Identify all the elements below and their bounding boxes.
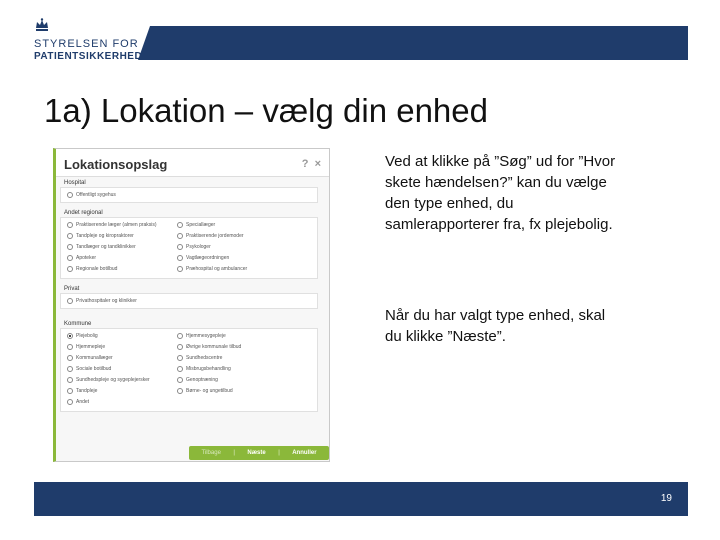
location-dialog — [53, 148, 330, 462]
footer-separator: | — [233, 450, 235, 456]
footer-separator: | — [278, 450, 280, 456]
page-number: 19 — [660, 493, 672, 504]
option-radio[interactable]: Genoptræning — [177, 377, 218, 383]
logo-line-1: STYRELSEN FOR — [34, 38, 139, 50]
option-radio[interactable]: Misbrugsbehandling — [177, 366, 231, 372]
option-radio[interactable]: Andet — [67, 399, 89, 405]
option-radio[interactable]: Kommunallæger — [67, 355, 113, 361]
logo — [30, 18, 150, 64]
dialog-footer — [189, 446, 329, 460]
option-radio[interactable]: Plejebolig — [67, 333, 98, 339]
back-button[interactable]: Tilbage — [201, 450, 221, 456]
group-label-regional: Andet regional — [64, 210, 103, 216]
group-label-private: Privat — [64, 286, 80, 292]
group-label-municipality: Kommune — [64, 321, 92, 327]
option-radio[interactable]: Sociale botilbud — [67, 366, 111, 372]
option-radio[interactable]: Praktiserende læger (almen praksis) — [67, 222, 157, 228]
option-radio[interactable]: Regionale botilbud — [67, 266, 117, 272]
option-radio[interactable]: Sundhedscentre — [177, 355, 222, 361]
group-label-hospital: Hospital — [64, 180, 86, 186]
instruction-paragraph-1: Ved at klikke på ”Søg” ud for ”Hvor skete hændelsen?” kan du vælge den type enhed, du samlerapporterer fra, fx plejebolig. — [385, 153, 616, 233]
option-radio[interactable]: Apoteker — [67, 255, 96, 261]
option-radio[interactable]: Tandpleje — [67, 388, 97, 394]
group-municipality — [60, 328, 318, 412]
group-hospital — [60, 187, 318, 203]
footer-band — [34, 482, 688, 516]
header-band — [150, 26, 688, 60]
option-radio[interactable]: Sundhedspleje og sygeplejersker — [67, 377, 150, 383]
option-radio[interactable]: Børne- og ungetilbud — [177, 388, 233, 394]
option-radio[interactable]: Speciallæger — [177, 222, 215, 228]
slide-title: 1a) Lokation – vælg din enhed — [44, 92, 488, 129]
help-icon[interactable]: ? — [301, 158, 309, 170]
dialog-title: Lokationsopslag — [64, 157, 168, 172]
option-radio[interactable]: Tandlæger og tandklinikker — [67, 244, 136, 250]
group-regional — [60, 217, 318, 279]
crown-icon — [34, 18, 50, 36]
dialog-header — [56, 149, 329, 177]
option-radio[interactable]: Hjemmesygepleje — [177, 333, 226, 339]
option-radio[interactable]: Hjemmepleje — [67, 344, 105, 350]
group-private — [60, 293, 318, 309]
option-radio[interactable]: Vagtlægeordningen — [177, 255, 229, 261]
option-radio[interactable]: Praktiserende jordemoder — [177, 233, 244, 239]
option-radio[interactable]: Præhospital og ambulancer — [177, 266, 247, 272]
option-radio[interactable]: Tandpleje og kiropraktorer — [67, 233, 134, 239]
option-radio[interactable]: Privathospitaler og klinikker — [67, 298, 137, 304]
option-radio[interactable]: Øvrige kommunale tilbud — [177, 344, 241, 350]
option-radio[interactable]: Psykologer — [177, 244, 211, 250]
logo-line-2: PATIENTSIKKERHED — [34, 51, 143, 62]
close-icon[interactable]: × — [314, 158, 321, 170]
option-radio[interactable]: Offentligt sygehus — [67, 192, 116, 198]
cancel-button[interactable]: Annuller — [292, 450, 317, 456]
instruction-paragraph-2: Når du har valgt type enhed, skal du klikke ”Næste”. — [385, 307, 606, 345]
next-button[interactable]: Næste — [247, 450, 266, 456]
